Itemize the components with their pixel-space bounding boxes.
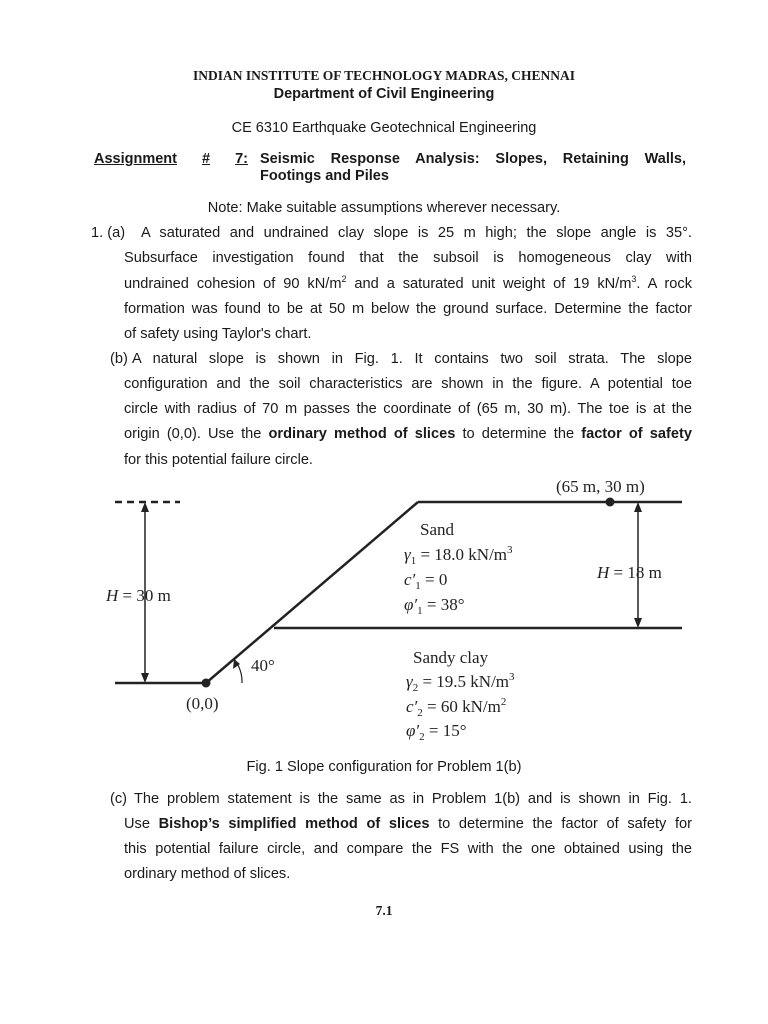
problem-1a-lead: 1. (a): [91, 225, 126, 241]
h-upper-label: H = 18 m: [597, 563, 662, 582]
assignment-title-line1: Seismic Response Analysis: Slopes, Retaining Walls,: [260, 151, 686, 167]
layer1-name: Sand: [420, 520, 454, 539]
assignment-title-line2: Footings and Piles: [260, 168, 389, 184]
problem-1c-lead: (c): [110, 791, 128, 807]
h18-bottom-arrow: [634, 618, 642, 628]
problem-1b-line5: for this potential failure circle.: [124, 452, 313, 468]
problem-1b-line2: configuration and the soil characteristics are shown in the figure. A potential toe: [124, 376, 692, 392]
problem-1b-line4: origin (0,0). Use the ordinary method of slices to determine the factor of safety: [124, 426, 692, 442]
layer2-name: Sandy clay: [413, 648, 489, 667]
h18-top-arrow: [634, 502, 642, 512]
origin-label: (0,0): [186, 694, 219, 713]
circle-point-marker: [606, 498, 615, 507]
layer1-gamma: $\gamma_1 = 18.0$ $kN/m^3$: [404, 544, 513, 567]
layer2-gamma: $\gamma_2 = 19.5$ $kN/m^3$: [406, 671, 515, 694]
problem-1b-lead: (b): [110, 351, 128, 367]
h-total-label: H = 30 m: [106, 586, 171, 605]
problem-1c-line3: this potential failure circle, and compare the FS with the one obtained using the: [124, 841, 692, 857]
page-number: 7.1: [375, 903, 393, 918]
institute-name: INDIAN INSTITUTE OF TECHNOLOGY MADRAS, CHENNAI: [192, 68, 576, 83]
toe-origin-marker: [202, 679, 211, 688]
problem-1a-line5: of safety using Taylor's chart.: [124, 326, 312, 342]
h30-top-arrow: [141, 502, 149, 512]
layer1-cohesion: $c'_1 = 0$: [404, 570, 448, 592]
problem-1a-line1: A saturated and undrained clay slope is 25 m high; the slope angle is 35°.: [141, 225, 692, 241]
problem-1c-line4: ordinary method of slices.: [124, 866, 291, 882]
problem-1b-line1: A natural slope is shown in Fig. 1. It contains two soil strata. The slope: [132, 351, 692, 367]
angle-label: 40°: [251, 656, 275, 675]
note: Note: Make suitable assumptions wherever necessary.: [207, 200, 561, 216]
problem-1c-line1: The problem statement is the same as in Problem 1(b) and is shown in Fig. 1.: [134, 791, 692, 807]
layer2-phi: $\varphi'_2 = 15^\circ$: [406, 721, 467, 743]
h30-bottom-arrow: [141, 673, 149, 683]
figure-caption: Fig. 1 Slope configuration for Problem 1(b): [246, 759, 522, 775]
problem-1a-line4: formation was found to be at 50 m below the ground surface. Determine the factor: [124, 301, 692, 317]
assignment-label: Assignment # 7:: [94, 151, 248, 167]
problem-1c-line2: Use Bishop’s simplified method of slices to determine the factor of safety for: [124, 816, 692, 832]
slope-face-line: [206, 502, 418, 683]
department-name: Department of Civil Engineering: [273, 86, 495, 102]
problem-1a-line2: Subsurface investigation found that the subsoil is homogeneous clay with: [124, 250, 692, 266]
problem-1a-line3: undrained cohesion of 90 $kN/m^2$ and a saturated unit weight of 19 $kN/m^3$. A rock: [124, 274, 692, 292]
layer2-cohesion: $c'_2 = 60$ $kN/m^2$: [406, 696, 507, 719]
course-title: CE 6310 Earthquake Geotechnical Engineering: [231, 120, 537, 136]
point-label: (65 m, 30 m): [556, 477, 645, 496]
layer1-phi: $\varphi'_1 = 38^\circ$: [404, 595, 465, 617]
problem-1b-line3: circle with radius of 70 m passes the coordinate of (65 m, 30 m). The toe is at the: [124, 401, 692, 417]
slope-figure: [100, 470, 690, 730]
